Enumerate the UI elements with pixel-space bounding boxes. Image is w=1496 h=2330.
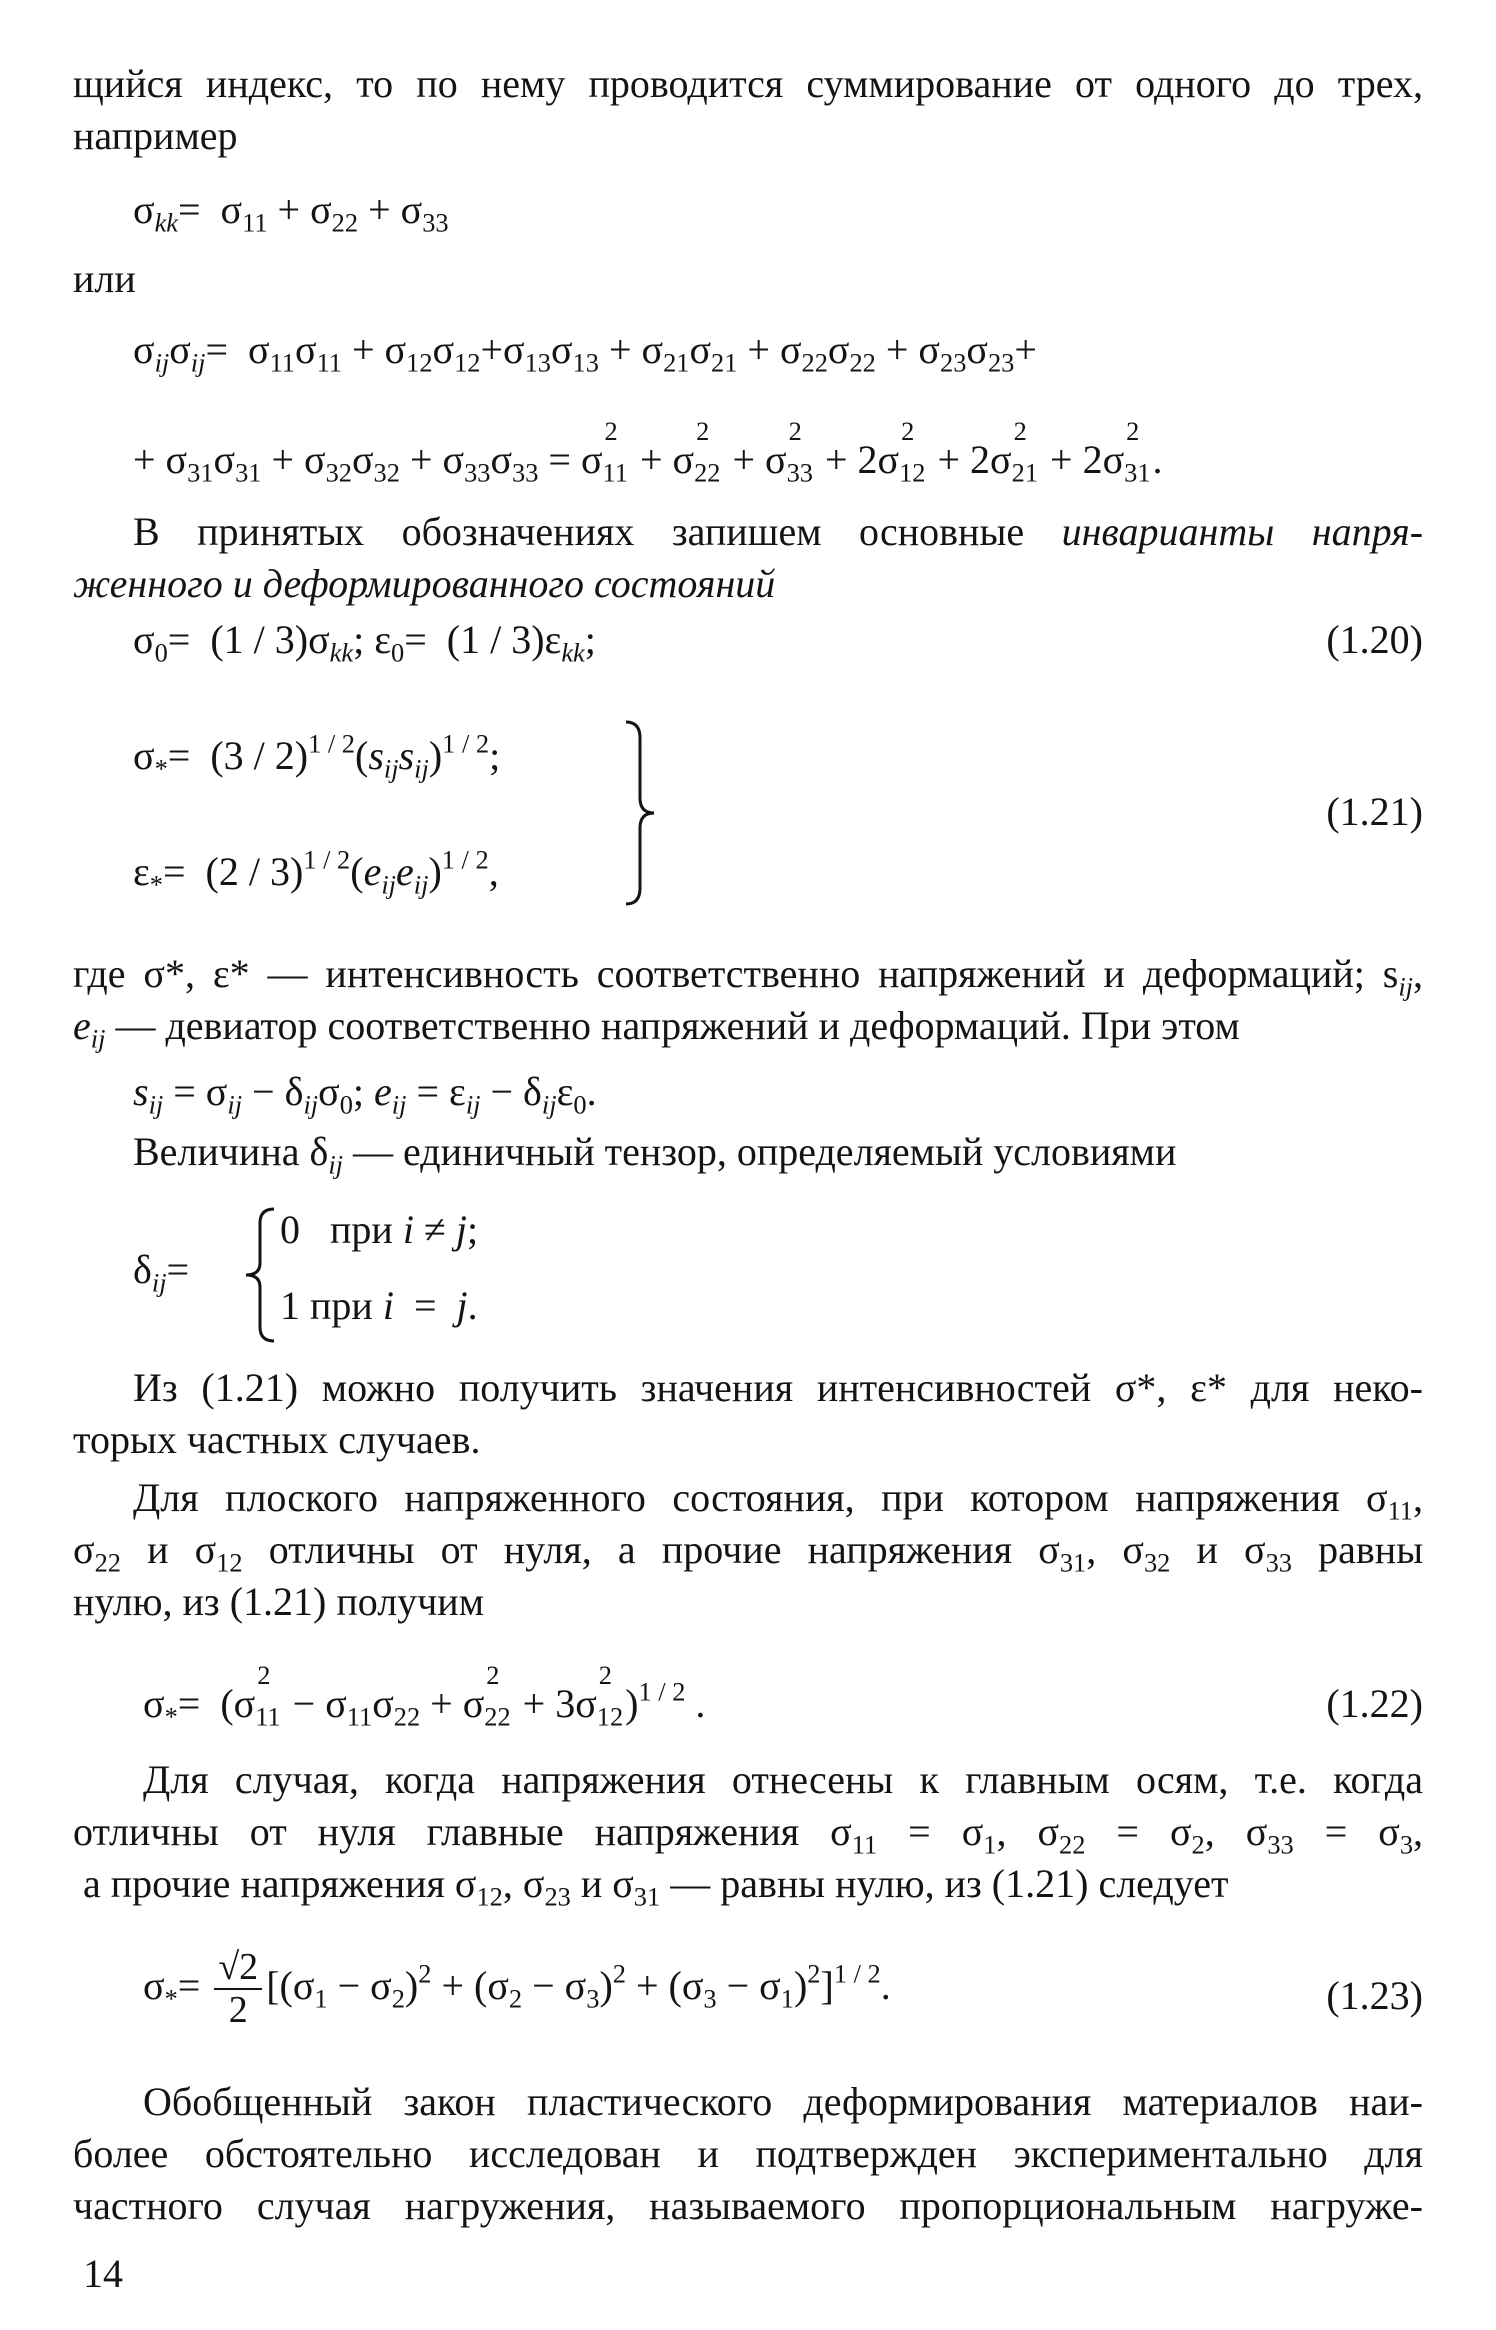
text-line — [73, 560, 775, 608]
text-line: более обстоятельно исследован и подтвержден экспериментально для — [73, 2131, 1423, 2176]
delta-case-1: 0 при i ≠ j; — [280, 1207, 479, 1252]
text-line: нулю, из (1.21) получим — [73, 1579, 485, 1624]
equation-number: (1.21) — [1326, 789, 1423, 834]
text-span: равны — [1318, 1527, 1424, 1572]
italic-term: женного и деформированного состояний — [73, 561, 776, 606]
equation-1-20: $\sigma_0= (1 / 3)\sigma_{kk}$; $\varepsilon_0= (1 / 3)\varepsilon_{kk}$; — [133, 617, 596, 668]
equation-number: (1.23) — [1326, 1973, 1423, 2018]
italic-term: инварианты напря- — [1061, 509, 1424, 554]
equation-number: (1.22) — [1326, 1681, 1423, 1726]
fraction-sqrt2-over-2: $\frac{√2}{2}$ — [214, 1948, 262, 2032]
text-span: В принятых обозначениях запишем основные — [133, 509, 1062, 554]
page-number: 14 — [83, 2251, 123, 2296]
text-line: например — [73, 113, 238, 158]
equation-1-23: $\sigma_*=$ $\frac{√2}{2}$ $[(\sigma_1 - \sigma_2)^2 + (\sigma_2 - \sigma_3)^2 + (\sigma_3 - \sigma_1)^2]^{1 / 2}$. — [143, 1946, 891, 2031]
equation-1-22: $\sigma_*= (\sigma$ 2 $_{11} - \sigma_{11}\sigma_{22} + \sigma$ 2 $_{22}$ + 3σ 2 $_{12}$)$^{1 / 2}$ . — [143, 1660, 706, 1732]
case-value: 1 — [280, 1283, 300, 1328]
text-line: $\sigma_{22}$ и $\sigma_{12}$ отличны от нуля, а прочие напряжения $\sigma_{31}$, $\sigma_{32}$ и $\sigma_{33}$ равны — [73, 1527, 1424, 1578]
text-span: — единичный тензор, определяемый условиями — [343, 1129, 1177, 1174]
text-line: отличны от нуля главные напряжения $\sigma_{11} = \sigma_1$, $\sigma_{22} = \sigma_2$, $\sigma_{33} = \sigma_3$, — [73, 1809, 1424, 1860]
text-line: Для плоского напряженного состояния, при котором напряжения $\sigma_{11}$, — [133, 1475, 1423, 1526]
text-span: — равны нулю, из (1.21) следует — [670, 1861, 1229, 1906]
text-line: торых частных случаев. — [73, 1417, 481, 1462]
text-line: Обобщенный закон пластического деформирования материалов наи- — [143, 2079, 1423, 2124]
delta-case-2: 1 при i = j. — [280, 1283, 478, 1328]
text-line: щийся индекс, то по нему проводится суммирование от одного до трех, — [73, 61, 1423, 106]
equation-delta-label: $\delta_{ij}=$ — [133, 1247, 190, 1298]
text-span: отличны от нуля главные напряжения — [73, 1809, 800, 1854]
text-line: Из (1.21) можно получить значения интенсивностей σ*, ε* для неко- — [133, 1365, 1423, 1410]
text-span: девиатор соответственно напряжений и деформаций. При этом — [165, 1003, 1240, 1048]
equation-sigma-kk: $\sigma_{kk}= \sigma_{11} + \sigma_{22} + \sigma_{33}$ — [133, 187, 449, 238]
right-brace-icon — [622, 718, 662, 908]
equation-sigma-ij-sigma-ij-line2: + $\sigma_{31}\sigma_{31} + \sigma_{32}\sigma_{32} + \sigma_{33}\sigma_{33} = \sigma$ 2 $_{11}$ + σ 2 $_{22}$ + σ 2 $_{33}$ + 2σ 2 $_{12}$ + 2σ 2 $_{21}$ + 2σ 2 $_{31}$. — [133, 416, 1163, 488]
text-line: где σ*, ε* — интенсивность соответственно напряжений и деформаций; $s_{ij}$, — [73, 951, 1423, 1002]
text-span: отличны от нуля, а прочие напряжения — [268, 1527, 1013, 1572]
equation-epsilon-star: $\varepsilon_*= (2 / 3)^{1 / 2}(e_{ij}e_{ij})^{1 / 2}$, — [133, 844, 499, 900]
text-span: и — [1196, 1527, 1218, 1572]
equation-sigma-star: $\sigma_*= (3 / 2)^{1 / 2}(s_{ij}s_{ij})^{1 / 2}$; — [133, 728, 501, 784]
text-line: Величина $\delta_{ij}$ — единичный тензор, определяемый условиями — [133, 1129, 1177, 1180]
text-span: и — [580, 1861, 603, 1906]
case-condition: при — [330, 1207, 393, 1252]
left-brace-icon — [240, 1205, 280, 1345]
case-condition: при — [310, 1283, 373, 1328]
text-line — [133, 508, 1423, 556]
text-span: и — [147, 1527, 169, 1572]
equation-sigma-ij-sigma-ij-line1: $\sigma_{ij}\sigma_{ij}= \sigma_{11}\sigma_{11} + \sigma_{12}\sigma_{12}+\sigma_{13}\sigma_{13} + \sigma_{21}\sigma_{21} + \sigma_{22}\sigma_{22} + \sigma_{23}\sigma_{23}+$ — [133, 327, 1037, 378]
text-line: или — [73, 256, 136, 301]
text-line: $e_{ij}$ — девиатор соответственно напряжений и деформаций. При этом — [73, 1003, 1240, 1054]
text-line: Для случая, когда напряжения отнесены к главным осям, т.е. когда — [143, 1757, 1423, 1802]
text-span: Величина δ — [133, 1129, 329, 1174]
text-line: а прочие напряжения $\sigma_{12}$, $\sigma_{23}$ и $\sigma_{31}$ — равны нулю, из (1.21) следует — [83, 1861, 1229, 1912]
text-span: а прочие напряжения — [83, 1861, 445, 1906]
equation-deviators: $s_{ij} = \sigma_{ij} - \delta_{ij}\sigma_0$; $e_{ij} = \varepsilon_{ij} - \delta_{ij}\varepsilon_0$. — [133, 1069, 597, 1120]
equation-number: (1.20) — [1326, 617, 1423, 662]
text-span: где σ*, ε* — интенсивность соответственно напряжений и деформаций; s — [73, 951, 1399, 996]
case-value: 0 — [280, 1207, 300, 1252]
text-span: Для плоского напряженного состояния, при котором напряжения σ — [133, 1475, 1388, 1520]
text-line: частного случая нагружения, называемого пропорциональным нагруже- — [73, 2183, 1423, 2228]
